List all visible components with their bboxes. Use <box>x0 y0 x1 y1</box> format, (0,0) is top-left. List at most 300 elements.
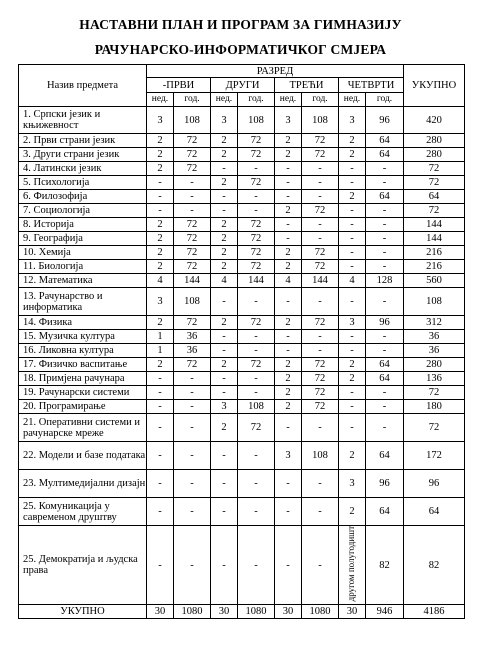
yearly-hours-cell: 72 <box>302 400 339 414</box>
yearly-hours-cell: - <box>238 442 275 470</box>
yearly-hours-cell: 64 <box>366 148 404 162</box>
weekly-hours-cell: - <box>339 386 366 400</box>
subject-name: 2. Први страни језик <box>19 134 147 148</box>
grade-header-4: ЧЕТВРТИ <box>339 78 404 93</box>
yearly-hours-cell: - <box>366 344 404 358</box>
weekly-hours-cell: - <box>147 400 174 414</box>
yearly-hours-cell: - <box>366 414 404 442</box>
weekly-hours-cell: 4 <box>147 274 174 288</box>
weekly-hours-cell: - <box>275 190 302 204</box>
yearly-header: год. <box>366 93 404 107</box>
subject-name: 25. Демократија и људска права <box>19 526 147 605</box>
row-total-cell: 144 <box>404 232 465 246</box>
weekly-hours-cell: - <box>211 386 238 400</box>
weekly-hours-cell: 3 <box>339 107 366 134</box>
weekly-hours-cell: - <box>339 414 366 442</box>
subject-name: 1. Српски језик и књижевност <box>19 107 147 134</box>
yearly-hours-cell: 36 <box>174 344 211 358</box>
weekly-hours-cell: 1 <box>147 344 174 358</box>
weekly-hours-cell: 2 <box>147 358 174 372</box>
yearly-hours-cell: 36 <box>174 330 211 344</box>
yearly-header: год. <box>302 93 339 107</box>
yearly-header: год. <box>238 93 275 107</box>
weekly-total-cell: 30 <box>339 605 366 619</box>
row-total-cell: 280 <box>404 134 465 148</box>
yearly-hours-cell: 96 <box>366 107 404 134</box>
yearly-hours-cell: - <box>174 372 211 386</box>
totals-label: УКУПНО <box>19 605 147 619</box>
row-total-cell: 420 <box>404 107 465 134</box>
weekly-hours-cell: 2 <box>147 246 174 260</box>
weekly-hours-cell: - <box>211 442 238 470</box>
yearly-hours-cell: - <box>302 470 339 498</box>
yearly-hours-cell: - <box>366 386 404 400</box>
weekly-header: нед. <box>147 93 174 107</box>
yearly-hours-cell: - <box>302 176 339 190</box>
razred-header: РАЗРЕД <box>147 65 404 78</box>
row-total-cell: 72 <box>404 386 465 400</box>
weekly-hours-cell: 2 <box>339 498 366 526</box>
yearly-hours-cell: 108 <box>238 400 275 414</box>
yearly-hours-cell: - <box>238 162 275 176</box>
weekly-hours-cell: 2 <box>211 316 238 330</box>
weekly-hours-cell: - <box>339 344 366 358</box>
table-row <box>19 526 465 605</box>
weekly-hours-cell: 2 <box>147 316 174 330</box>
yearly-hours-cell: - <box>302 162 339 176</box>
subject-name: 9. Географија <box>19 232 147 246</box>
row-total-cell: 64 <box>404 190 465 204</box>
yearly-hours-cell: 144 <box>238 274 275 288</box>
yearly-hours-cell: 72 <box>174 148 211 162</box>
subject-name: 17. Физичко васпитање <box>19 358 147 372</box>
row-total-cell: 36 <box>404 330 465 344</box>
table-row <box>19 358 465 372</box>
yearly-hours-cell: - <box>302 288 339 316</box>
table-row <box>19 260 465 274</box>
weekly-hours-cell: - <box>147 386 174 400</box>
subject-name: 22. Модели и базе података <box>19 442 147 470</box>
weekly-hours-cell: 4 <box>275 274 302 288</box>
table-row <box>19 176 465 190</box>
total-header: УКУПНО <box>404 65 465 107</box>
yearly-hours-cell: 72 <box>302 148 339 162</box>
weekly-hours-cell: 2 <box>339 134 366 148</box>
yearly-hours-cell: - <box>238 498 275 526</box>
row-total-cell: 72 <box>404 176 465 190</box>
weekly-hours-cell: 2 <box>275 260 302 274</box>
row-total-cell: 96 <box>404 470 465 498</box>
subject-name: 16. Ликовна култура <box>19 344 147 358</box>
yearly-total-cell: 946 <box>366 605 404 619</box>
weekly-hours-cell: - <box>147 190 174 204</box>
subject-name: 15. Музичка култура <box>19 330 147 344</box>
yearly-hours-cell: 64 <box>366 498 404 526</box>
yearly-hours-cell: - <box>238 288 275 316</box>
weekly-hours-cell: - <box>275 288 302 316</box>
subject-name: 12. Математика <box>19 274 147 288</box>
weekly-hours-cell: - <box>275 414 302 442</box>
weekly-hours-cell: - <box>339 176 366 190</box>
row-total-cell: 216 <box>404 246 465 260</box>
yearly-total-cell: 1080 <box>238 605 275 619</box>
yearly-hours-cell: 72 <box>302 260 339 274</box>
yearly-hours-cell: - <box>366 246 404 260</box>
weekly-hours-cell: - <box>211 470 238 498</box>
weekly-hours-cell: 3 <box>339 316 366 330</box>
row-total-cell: 64 <box>404 498 465 526</box>
weekly-hours-cell: - <box>275 232 302 246</box>
weekly-hours-cell: 2 <box>211 260 238 274</box>
subject-name: 8. Историја <box>19 218 147 232</box>
yearly-hours-cell: - <box>366 176 404 190</box>
yearly-hours-cell: - <box>302 330 339 344</box>
subject-name: 5. Психологија <box>19 176 147 190</box>
table-row <box>19 414 465 442</box>
table-row <box>19 148 465 162</box>
yearly-hours-cell: - <box>366 260 404 274</box>
weekly-hours-cell: 2 <box>339 190 366 204</box>
table-row <box>19 204 465 218</box>
weekly-hours-cell: - <box>275 330 302 344</box>
weekly-hours-cell: 2 <box>147 162 174 176</box>
weekly-header: нед. <box>275 93 302 107</box>
yearly-hours-cell: 72 <box>302 204 339 218</box>
yearly-hours-cell: 72 <box>302 358 339 372</box>
subject-name: 18. Примјена рачунара <box>19 372 147 386</box>
subject-name: 13. Рачунарство и информатика <box>19 288 147 316</box>
weekly-total-cell: 30 <box>211 605 238 619</box>
weekly-hours-cell: 2 <box>275 386 302 400</box>
yearly-hours-cell: 72 <box>174 232 211 246</box>
weekly-hours-cell: 3 <box>211 107 238 134</box>
weekly-hours-cell: - <box>339 330 366 344</box>
yearly-hours-cell: - <box>174 204 211 218</box>
weekly-hours-cell: 3 <box>275 442 302 470</box>
weekly-hours-cell: - <box>275 344 302 358</box>
subject-name: 3. Други страни језик <box>19 148 147 162</box>
table-row <box>19 400 465 414</box>
row-total-cell: 82 <box>404 526 465 605</box>
weekly-hours-cell: 4 <box>211 274 238 288</box>
weekly-hours-cell: - <box>147 442 174 470</box>
weekly-hours-cell: - <box>211 288 238 316</box>
yearly-hours-cell: 72 <box>238 176 275 190</box>
yearly-hours-cell: - <box>302 218 339 232</box>
yearly-hours-cell: 108 <box>174 288 211 316</box>
yearly-hours-cell: 72 <box>174 246 211 260</box>
yearly-hours-cell: - <box>238 204 275 218</box>
row-total-cell: 560 <box>404 274 465 288</box>
table-row <box>19 274 465 288</box>
yearly-hours-cell: 72 <box>174 162 211 176</box>
yearly-hours-cell: - <box>366 232 404 246</box>
vertical-note: другом полугодишт <box>346 526 357 602</box>
yearly-hours-cell: 64 <box>366 372 404 386</box>
yearly-hours-cell: 96 <box>366 470 404 498</box>
weekly-total-cell: 30 <box>147 605 174 619</box>
yearly-hours-cell: - <box>174 400 211 414</box>
table-row <box>19 246 465 260</box>
weekly-hours-cell: 3 <box>339 470 366 498</box>
yearly-hours-cell: - <box>238 344 275 358</box>
weekly-hours-cell: - <box>339 400 366 414</box>
weekly-hours-cell: - <box>275 526 302 605</box>
yearly-hours-cell: 96 <box>366 316 404 330</box>
yearly-hours-cell: 144 <box>174 274 211 288</box>
weekly-hours-cell: - <box>147 176 174 190</box>
yearly-hours-cell: - <box>238 330 275 344</box>
yearly-hours-cell: - <box>302 232 339 246</box>
weekly-hours-cell: 2 <box>147 218 174 232</box>
table-row <box>19 134 465 148</box>
table-row <box>19 386 465 400</box>
yearly-hours-cell: - <box>174 414 211 442</box>
weekly-hours-cell: 2 <box>339 148 366 162</box>
subject-name: 7. Социологија <box>19 204 147 218</box>
yearly-hours-cell: - <box>174 190 211 204</box>
yearly-hours-cell: - <box>238 372 275 386</box>
yearly-total-cell: 1080 <box>302 605 339 619</box>
weekly-hours-cell: 2 <box>275 204 302 218</box>
weekly-hours-cell: - <box>211 372 238 386</box>
subject-name: 11. Биологија <box>19 260 147 274</box>
curriculum-table <box>18 64 465 619</box>
weekly-hours-cell: 2 <box>275 316 302 330</box>
yearly-hours-cell: 108 <box>302 107 339 134</box>
weekly-hours-cell: 2 <box>211 218 238 232</box>
row-total-cell: 108 <box>404 288 465 316</box>
table-row <box>19 190 465 204</box>
yearly-hours-cell: 72 <box>302 386 339 400</box>
weekly-hours-cell: 4 <box>339 274 366 288</box>
yearly-hours-cell: 72 <box>302 246 339 260</box>
yearly-hours-cell: - <box>238 526 275 605</box>
weekly-hours-cell: 3 <box>211 400 238 414</box>
weekly-hours-cell: - <box>147 526 174 605</box>
weekly-hours-cell: - <box>339 162 366 176</box>
grade-header-3: ТРЕЋИ <box>275 78 339 93</box>
yearly-header: год. <box>174 93 211 107</box>
weekly-hours-cell: 3 <box>147 107 174 134</box>
yearly-hours-cell: 64 <box>366 190 404 204</box>
weekly-hours-cell: - <box>339 246 366 260</box>
document-title-line2: РАЧУНАРСКО-ИНФОРМАТИЧКОГ СМЈЕРА <box>94 42 387 57</box>
row-total-cell: 136 <box>404 372 465 386</box>
weekly-hours-cell: - <box>339 288 366 316</box>
table-row <box>19 107 465 134</box>
yearly-hours-cell: - <box>366 288 404 316</box>
weekly-hours-cell: 3 <box>147 288 174 316</box>
table-row <box>19 162 465 176</box>
subject-name: 14. Физика <box>19 316 147 330</box>
weekly-hours-cell: - <box>211 344 238 358</box>
yearly-hours-cell: 108 <box>238 107 275 134</box>
yearly-hours-cell: 72 <box>302 316 339 330</box>
weekly-hours-cell: - <box>275 218 302 232</box>
weekly-hours-cell: - <box>211 204 238 218</box>
yearly-hours-cell: 82 <box>366 526 404 605</box>
subject-name: 21. Оперативни системи и рачунарске мреже <box>19 414 147 442</box>
yearly-hours-cell: - <box>174 498 211 526</box>
yearly-hours-cell: - <box>238 190 275 204</box>
weekly-hours-cell: 1 <box>147 330 174 344</box>
grade-header-1: -ПРВИ <box>147 78 211 93</box>
yearly-hours-cell: 144 <box>302 274 339 288</box>
weekly-hours-cell: - <box>147 470 174 498</box>
weekly-hours-cell: 2 <box>211 148 238 162</box>
row-total-cell: 36 <box>404 344 465 358</box>
weekly-hours-cell: - <box>147 204 174 218</box>
yearly-hours-cell: 72 <box>238 358 275 372</box>
row-total-cell: 172 <box>404 442 465 470</box>
yearly-hours-cell: 72 <box>302 134 339 148</box>
row-total-cell: 180 <box>404 400 465 414</box>
weekly-hours-cell: 2 <box>211 246 238 260</box>
weekly-hours-cell: - <box>147 372 174 386</box>
yearly-hours-cell: - <box>302 414 339 442</box>
yearly-hours-cell: - <box>366 162 404 176</box>
row-total-cell: 280 <box>404 358 465 372</box>
row-total-cell: 144 <box>404 218 465 232</box>
yearly-hours-cell: 72 <box>174 316 211 330</box>
table-row <box>19 316 465 330</box>
weekly-hours-cell: - <box>275 162 302 176</box>
weekly-hours-cell: - <box>339 218 366 232</box>
yearly-hours-cell: - <box>238 386 275 400</box>
row-total-cell: 312 <box>404 316 465 330</box>
yearly-hours-cell: 72 <box>238 148 275 162</box>
yearly-hours-cell: 72 <box>238 316 275 330</box>
weekly-hours-cell: - <box>211 190 238 204</box>
document-title-line1: НАСТАВНИ ПЛАН И ПРОГРАМ ЗА ГИМНАЗИЈУ <box>79 17 402 32</box>
subject-name: 10. Хемија <box>19 246 147 260</box>
weekly-hours-cell: 2 <box>339 358 366 372</box>
subject-name: 6. Филозофија <box>19 190 147 204</box>
weekly-hours-cell: - <box>339 232 366 246</box>
yearly-hours-cell: 128 <box>366 274 404 288</box>
table-row <box>19 232 465 246</box>
subject-name: 23. Мултимедијални дизајн <box>19 470 147 498</box>
subject-name: 25. Комуникација у савременом друштву <box>19 498 147 526</box>
yearly-hours-cell: 72 <box>238 246 275 260</box>
weekly-hours-cell: - <box>275 176 302 190</box>
weekly-total-cell: 30 <box>275 605 302 619</box>
yearly-hours-cell: 64 <box>366 134 404 148</box>
yearly-hours-cell: 72 <box>174 134 211 148</box>
yearly-hours-cell: 64 <box>366 442 404 470</box>
table-row <box>19 498 465 526</box>
weekly-header: нед. <box>211 93 238 107</box>
table-row <box>19 288 465 316</box>
yearly-hours-cell: - <box>366 218 404 232</box>
subject-name: 19. Рачунарски системи <box>19 386 147 400</box>
weekly-hours-cell <box>339 526 366 605</box>
yearly-hours-cell: - <box>174 470 211 498</box>
weekly-hours-cell: 2 <box>147 148 174 162</box>
weekly-hours-cell: 2 <box>275 246 302 260</box>
weekly-hours-cell: - <box>211 330 238 344</box>
yearly-hours-cell: 72 <box>174 260 211 274</box>
table-row <box>19 442 465 470</box>
yearly-hours-cell: 72 <box>238 260 275 274</box>
yearly-hours-cell: 72 <box>174 218 211 232</box>
weekly-hours-cell: - <box>211 526 238 605</box>
table-row <box>19 218 465 232</box>
yearly-hours-cell: - <box>174 386 211 400</box>
weekly-hours-cell: 2 <box>211 232 238 246</box>
weekly-hours-cell: - <box>147 498 174 526</box>
yearly-hours-cell: - <box>366 204 404 218</box>
row-total-cell: 72 <box>404 414 465 442</box>
weekly-header: нед. <box>339 93 366 107</box>
weekly-hours-cell: - <box>211 498 238 526</box>
weekly-hours-cell: - <box>275 470 302 498</box>
yearly-hours-cell: - <box>302 344 339 358</box>
yearly-hours-cell: 72 <box>174 358 211 372</box>
weekly-hours-cell: 2 <box>211 134 238 148</box>
weekly-hours-cell: 2 <box>275 148 302 162</box>
weekly-hours-cell: - <box>275 498 302 526</box>
row-total-cell: 72 <box>404 204 465 218</box>
yearly-hours-cell: - <box>366 330 404 344</box>
yearly-hours-cell: - <box>174 176 211 190</box>
weekly-hours-cell: 2 <box>275 372 302 386</box>
grand-total-cell: 4186 <box>404 605 465 619</box>
weekly-hours-cell: 2 <box>275 134 302 148</box>
yearly-hours-cell: - <box>238 470 275 498</box>
weekly-hours-cell: - <box>147 414 174 442</box>
yearly-hours-cell: - <box>174 526 211 605</box>
subject-name: 20. Програмирање <box>19 400 147 414</box>
yearly-hours-cell: 72 <box>238 232 275 246</box>
yearly-hours-cell: - <box>302 190 339 204</box>
weekly-hours-cell: 2 <box>275 400 302 414</box>
yearly-hours-cell: 72 <box>302 372 339 386</box>
yearly-hours-cell: - <box>302 526 339 605</box>
weekly-hours-cell: 2 <box>147 134 174 148</box>
totals-row <box>19 605 465 619</box>
row-total-cell: 216 <box>404 260 465 274</box>
weekly-hours-cell: 2 <box>275 358 302 372</box>
table-row <box>19 330 465 344</box>
grade-header-2: ДРУГИ <box>211 78 275 93</box>
yearly-total-cell: 1080 <box>174 605 211 619</box>
yearly-hours-cell: 64 <box>366 358 404 372</box>
yearly-hours-cell: 72 <box>238 218 275 232</box>
weekly-hours-cell: 3 <box>275 107 302 134</box>
weekly-hours-cell: 2 <box>147 232 174 246</box>
yearly-hours-cell: - <box>302 498 339 526</box>
yearly-hours-cell: - <box>174 442 211 470</box>
weekly-hours-cell: 2 <box>339 372 366 386</box>
weekly-hours-cell: - <box>339 204 366 218</box>
weekly-hours-cell: - <box>339 260 366 274</box>
table-row <box>19 372 465 386</box>
subject-name: 4. Латински језик <box>19 162 147 176</box>
table-row <box>19 344 465 358</box>
yearly-hours-cell: 72 <box>238 414 275 442</box>
weekly-hours-cell: 2 <box>147 260 174 274</box>
weekly-hours-cell: 2 <box>339 442 366 470</box>
yearly-hours-cell: - <box>366 400 404 414</box>
weekly-hours-cell: 2 <box>211 414 238 442</box>
subject-header: Назив предмета <box>19 65 147 107</box>
table-row <box>19 470 465 498</box>
yearly-hours-cell: 108 <box>174 107 211 134</box>
yearly-hours-cell: 108 <box>302 442 339 470</box>
weekly-hours-cell: 2 <box>211 358 238 372</box>
